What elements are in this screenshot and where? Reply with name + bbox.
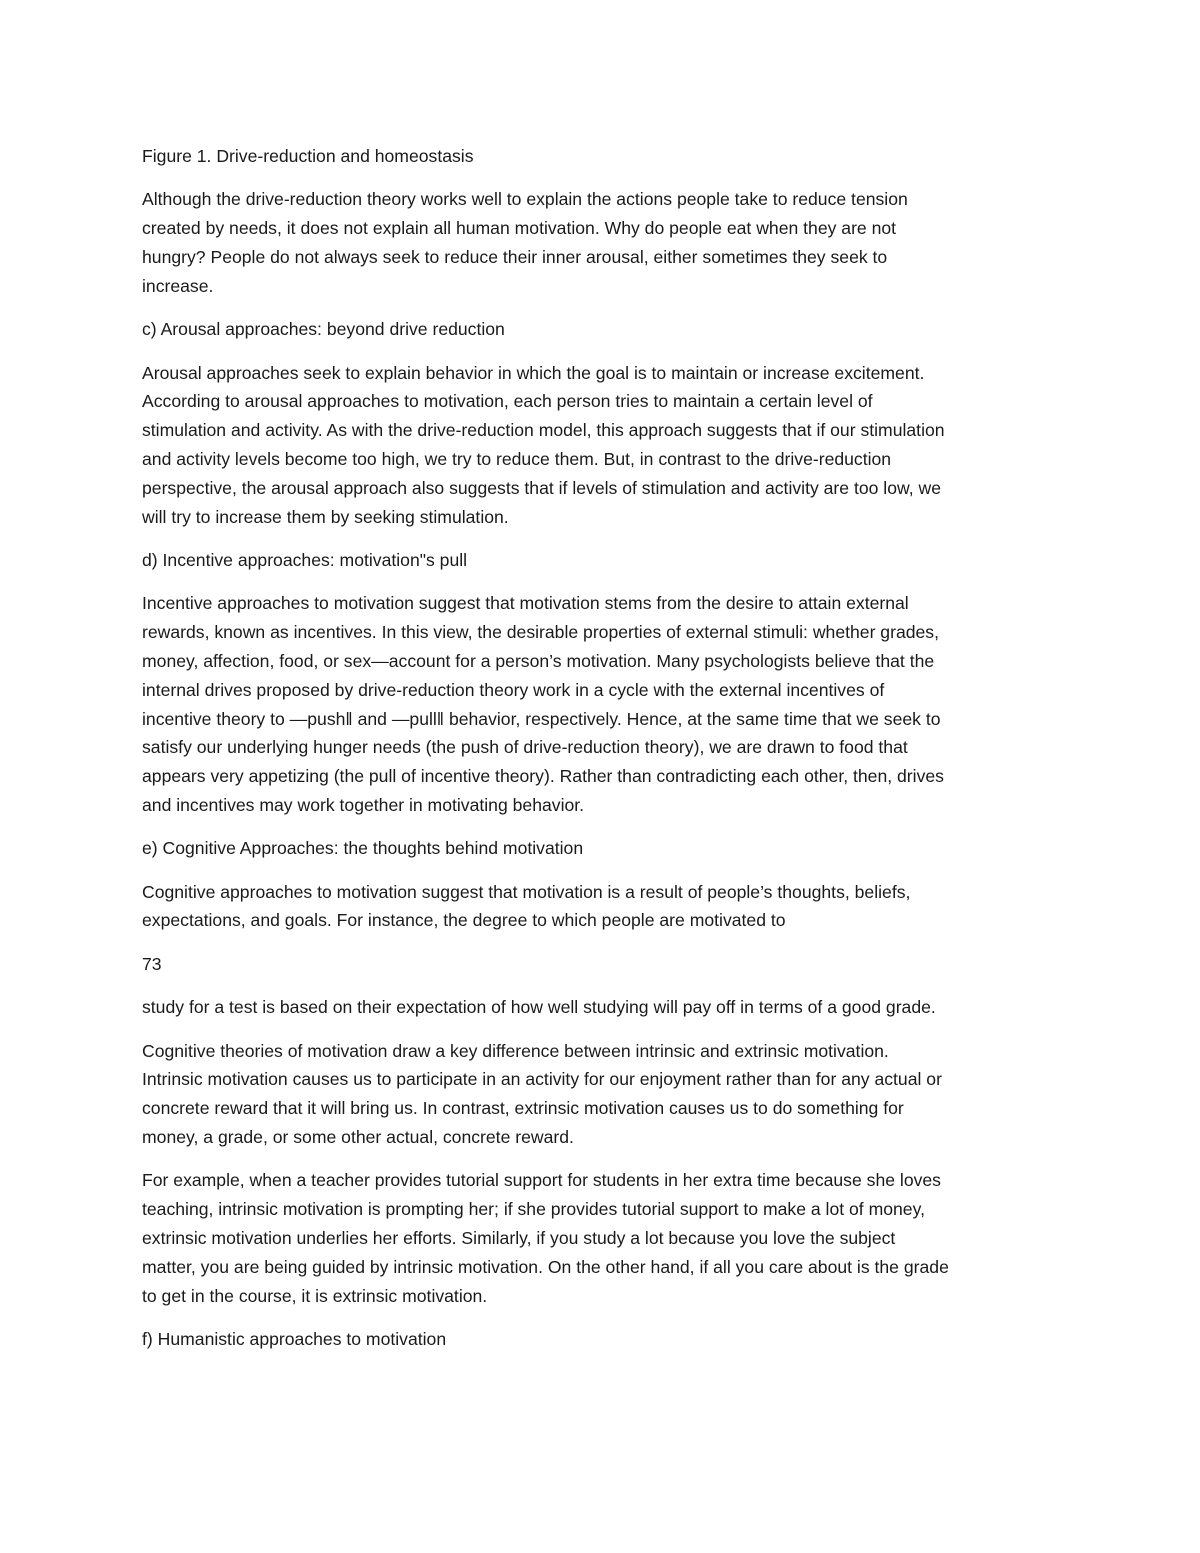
paragraph-example (142, 1166, 1067, 1310)
text-line: extrinsic motivation underlies her efforts. Similarly, if you study a lot because you love the subject (142, 1228, 896, 1249)
text-line: Incentive approaches to motivation suggest that motivation stems from the desire to attain external (142, 593, 909, 614)
text-line: money, a grade, or some other actual, concrete reward. (142, 1127, 574, 1148)
text-line: and activity levels become too high, we try to reduce them. But, in contrast to the drive-reduction (142, 448, 892, 469)
text-line: matter, you are being guided by intrinsic motivation. On the other hand, if all you care about is the grade (142, 1256, 949, 1277)
text-line: satisfy our underlying hunger needs (the push of drive-reduction theory), we are drawn to food that (142, 737, 908, 758)
text-line: perspective, the arousal approach also suggests that if levels of stimulation and activity are too low, we (142, 477, 941, 498)
text-line: Cognitive approaches to motivation suggest that motivation is a result of people’s thoughts, beliefs, (142, 881, 911, 902)
text-line: Although the drive-reduction theory works well to explain the actions people take to reduce tension (142, 189, 908, 210)
text-line: teaching, intrinsic motivation is prompting her; if she provides tutorial support to make a lot of money, (142, 1199, 925, 1220)
text-line: Cognitive theories of motivation draw a key difference between intrinsic and extrinsic motivation. (142, 1040, 889, 1061)
text-line: and incentives may work together in motivating behavior. (142, 794, 585, 815)
section-heading-arousal: c) Arousal approaches: beyond drive reduction (142, 319, 505, 340)
figure-caption: Figure 1. Drive-reduction and homeostasis (142, 146, 474, 166)
text-line: For example, when a teacher provides tutorial support for students in her extra time because she loves (142, 1170, 941, 1191)
paragraph-intrinsic-extrinsic (142, 1037, 1067, 1152)
text-line: increase. (142, 275, 214, 296)
paragraph-cognitive (142, 878, 1067, 936)
paragraph-drive-reduction-limits (142, 185, 1067, 300)
text-line: incentive theory to ―push‖ and ―pull‖ behavior, respectively. Hence, at the same time that we seek to (142, 708, 941, 729)
section-heading-incentive: d) Incentive approaches: motivation"s pull (142, 549, 468, 570)
text-line: study for a test is based on their expectation of how well studying will pay off in terms of a good grade. (142, 997, 936, 1018)
text-line: money, affection, food, or sex—account for a person’s motivation. Many psychologists believe that the (142, 650, 935, 671)
section-heading-humanistic: f) Humanistic approaches to motivation (142, 1329, 447, 1350)
text-line: expectations, and goals. For instance, the degree to which people are motivated to (142, 910, 786, 931)
text-line: Intrinsic motivation causes us to participate in an activity for our enjoyment rather than for any actual or (142, 1069, 942, 1090)
text-line: appears very appetizing (the pull of incentive theory). Rather than contradicting each other, then, drives (142, 766, 944, 787)
text-line: internal drives proposed by drive-reduction theory work in a cycle with the external incentives of (142, 679, 885, 700)
text-line: created by needs, it does not explain all human motivation. Why do people eat when they are not (142, 218, 897, 239)
document-body (142, 142, 1067, 1368)
paragraph-test-expectation (142, 993, 1067, 1022)
text-line: According to arousal approaches to motivation, each person tries to maintain a certain level of (142, 391, 873, 412)
paragraph-incentive (142, 589, 1067, 819)
text-line: will try to increase them by seeking stimulation. (142, 506, 509, 527)
page-number: 73 (142, 953, 162, 974)
text-line: stimulation and activity. As with the drive-reduction model, this approach suggests that if our stimulation (142, 420, 945, 441)
section-heading-cognitive: e) Cognitive Approaches: the thoughts behind motivation (142, 838, 584, 859)
text-line: to get in the course, it is extrinsic motivation. (142, 1285, 488, 1306)
text-line: Arousal approaches seek to explain behavior in which the goal is to maintain or increase excitement. (142, 362, 925, 383)
text-line: concrete reward that it will bring us. In contrast, extrinsic motivation causes us to do something for (142, 1098, 904, 1119)
paragraph-arousal (142, 359, 1067, 532)
text-line: rewards, known as incentives. In this view, the desirable properties of external stimuli: whether grades, (142, 622, 939, 643)
text-line: hungry? People do not always seek to reduce their inner arousal, either sometimes they seek to (142, 246, 888, 267)
